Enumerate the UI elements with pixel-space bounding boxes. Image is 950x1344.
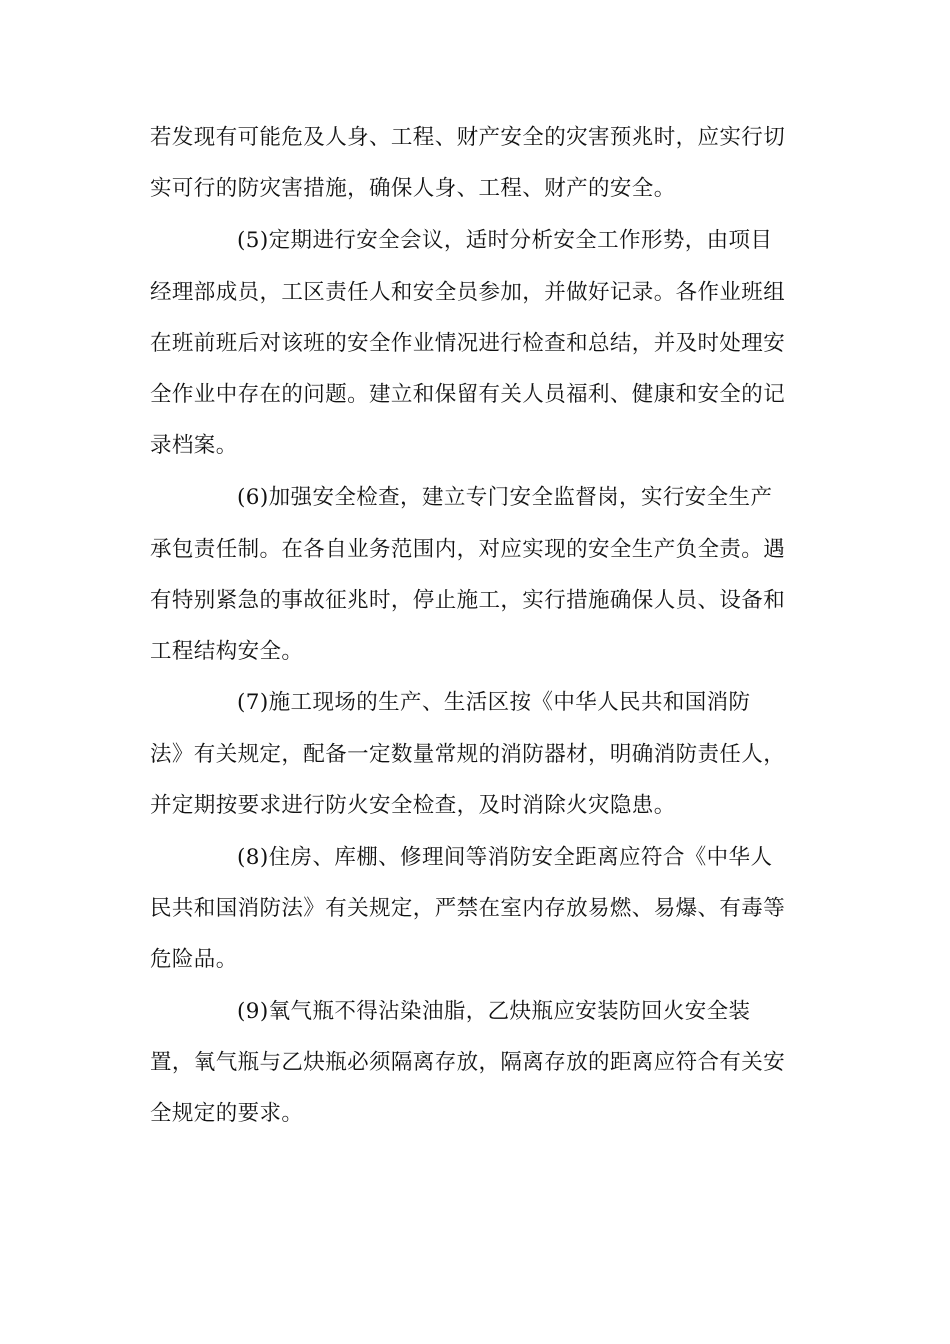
- text-line: 在班前班后对该班的安全作业情况进行检查和总结，并及时处理安: [150, 331, 786, 356]
- text-line: 承包责任制。在各自业务范围内，对应实现的安全生产负全责。遇: [150, 537, 786, 562]
- text-line: 民共和国消防法》有关规定，严禁在室内存放易燃、易爆、有毒等: [150, 896, 786, 921]
- text-line: 法》有关规定，配备一定数量常规的消防器材，明确消防责任人，: [150, 742, 786, 767]
- text-line: 工程结构安全。: [150, 639, 304, 664]
- text-line: 置，氧气瓶与乙炔瓶必须隔离存放，隔离存放的距离应符合有关安: [150, 1050, 786, 1075]
- text-line: 有特别紧急的事故征兆时，停止施工，实行措施确保人员、设备和: [150, 588, 786, 613]
- paragraph-5-start: (5)定期进行安全会议，适时分析安全工作形势，由项目: [237, 228, 773, 253]
- text-line: 危险品。: [150, 947, 238, 972]
- paragraph-7-start: (7)施工现场的生产、生活区按《中华人民共和国消防: [237, 690, 751, 715]
- text-line: 全规定的要求。: [150, 1101, 304, 1126]
- text-line: 录档案。: [150, 433, 238, 458]
- text-line: 经理部成员，工区责任人和安全员参加，并做好记录。各作业班组: [150, 280, 786, 305]
- text-line: 全作业中存在的问题。建立和保留有关人员福利、健康和安全的记: [150, 382, 786, 407]
- text-line: 实可行的防灾害措施，确保人身、工程、财产的安全。: [150, 176, 676, 201]
- text-line: 若发现有可能危及人身、工程、财产安全的灾害预兆时，应实行切: [150, 125, 786, 150]
- text-line: 并定期按要求进行防火安全检查，及时消除火灾隐患。: [150, 793, 676, 818]
- paragraph-9-start: (9)氧气瓶不得沾染油脂，乙炔瓶应安装防回火安全装: [237, 999, 751, 1024]
- paragraph-6-start: (6)加强安全检查，建立专门安全监督岗，实行安全生产: [237, 485, 773, 510]
- paragraph-8-start: (8)住房、库棚、修理间等消防安全距离应符合《中华人: [237, 845, 773, 870]
